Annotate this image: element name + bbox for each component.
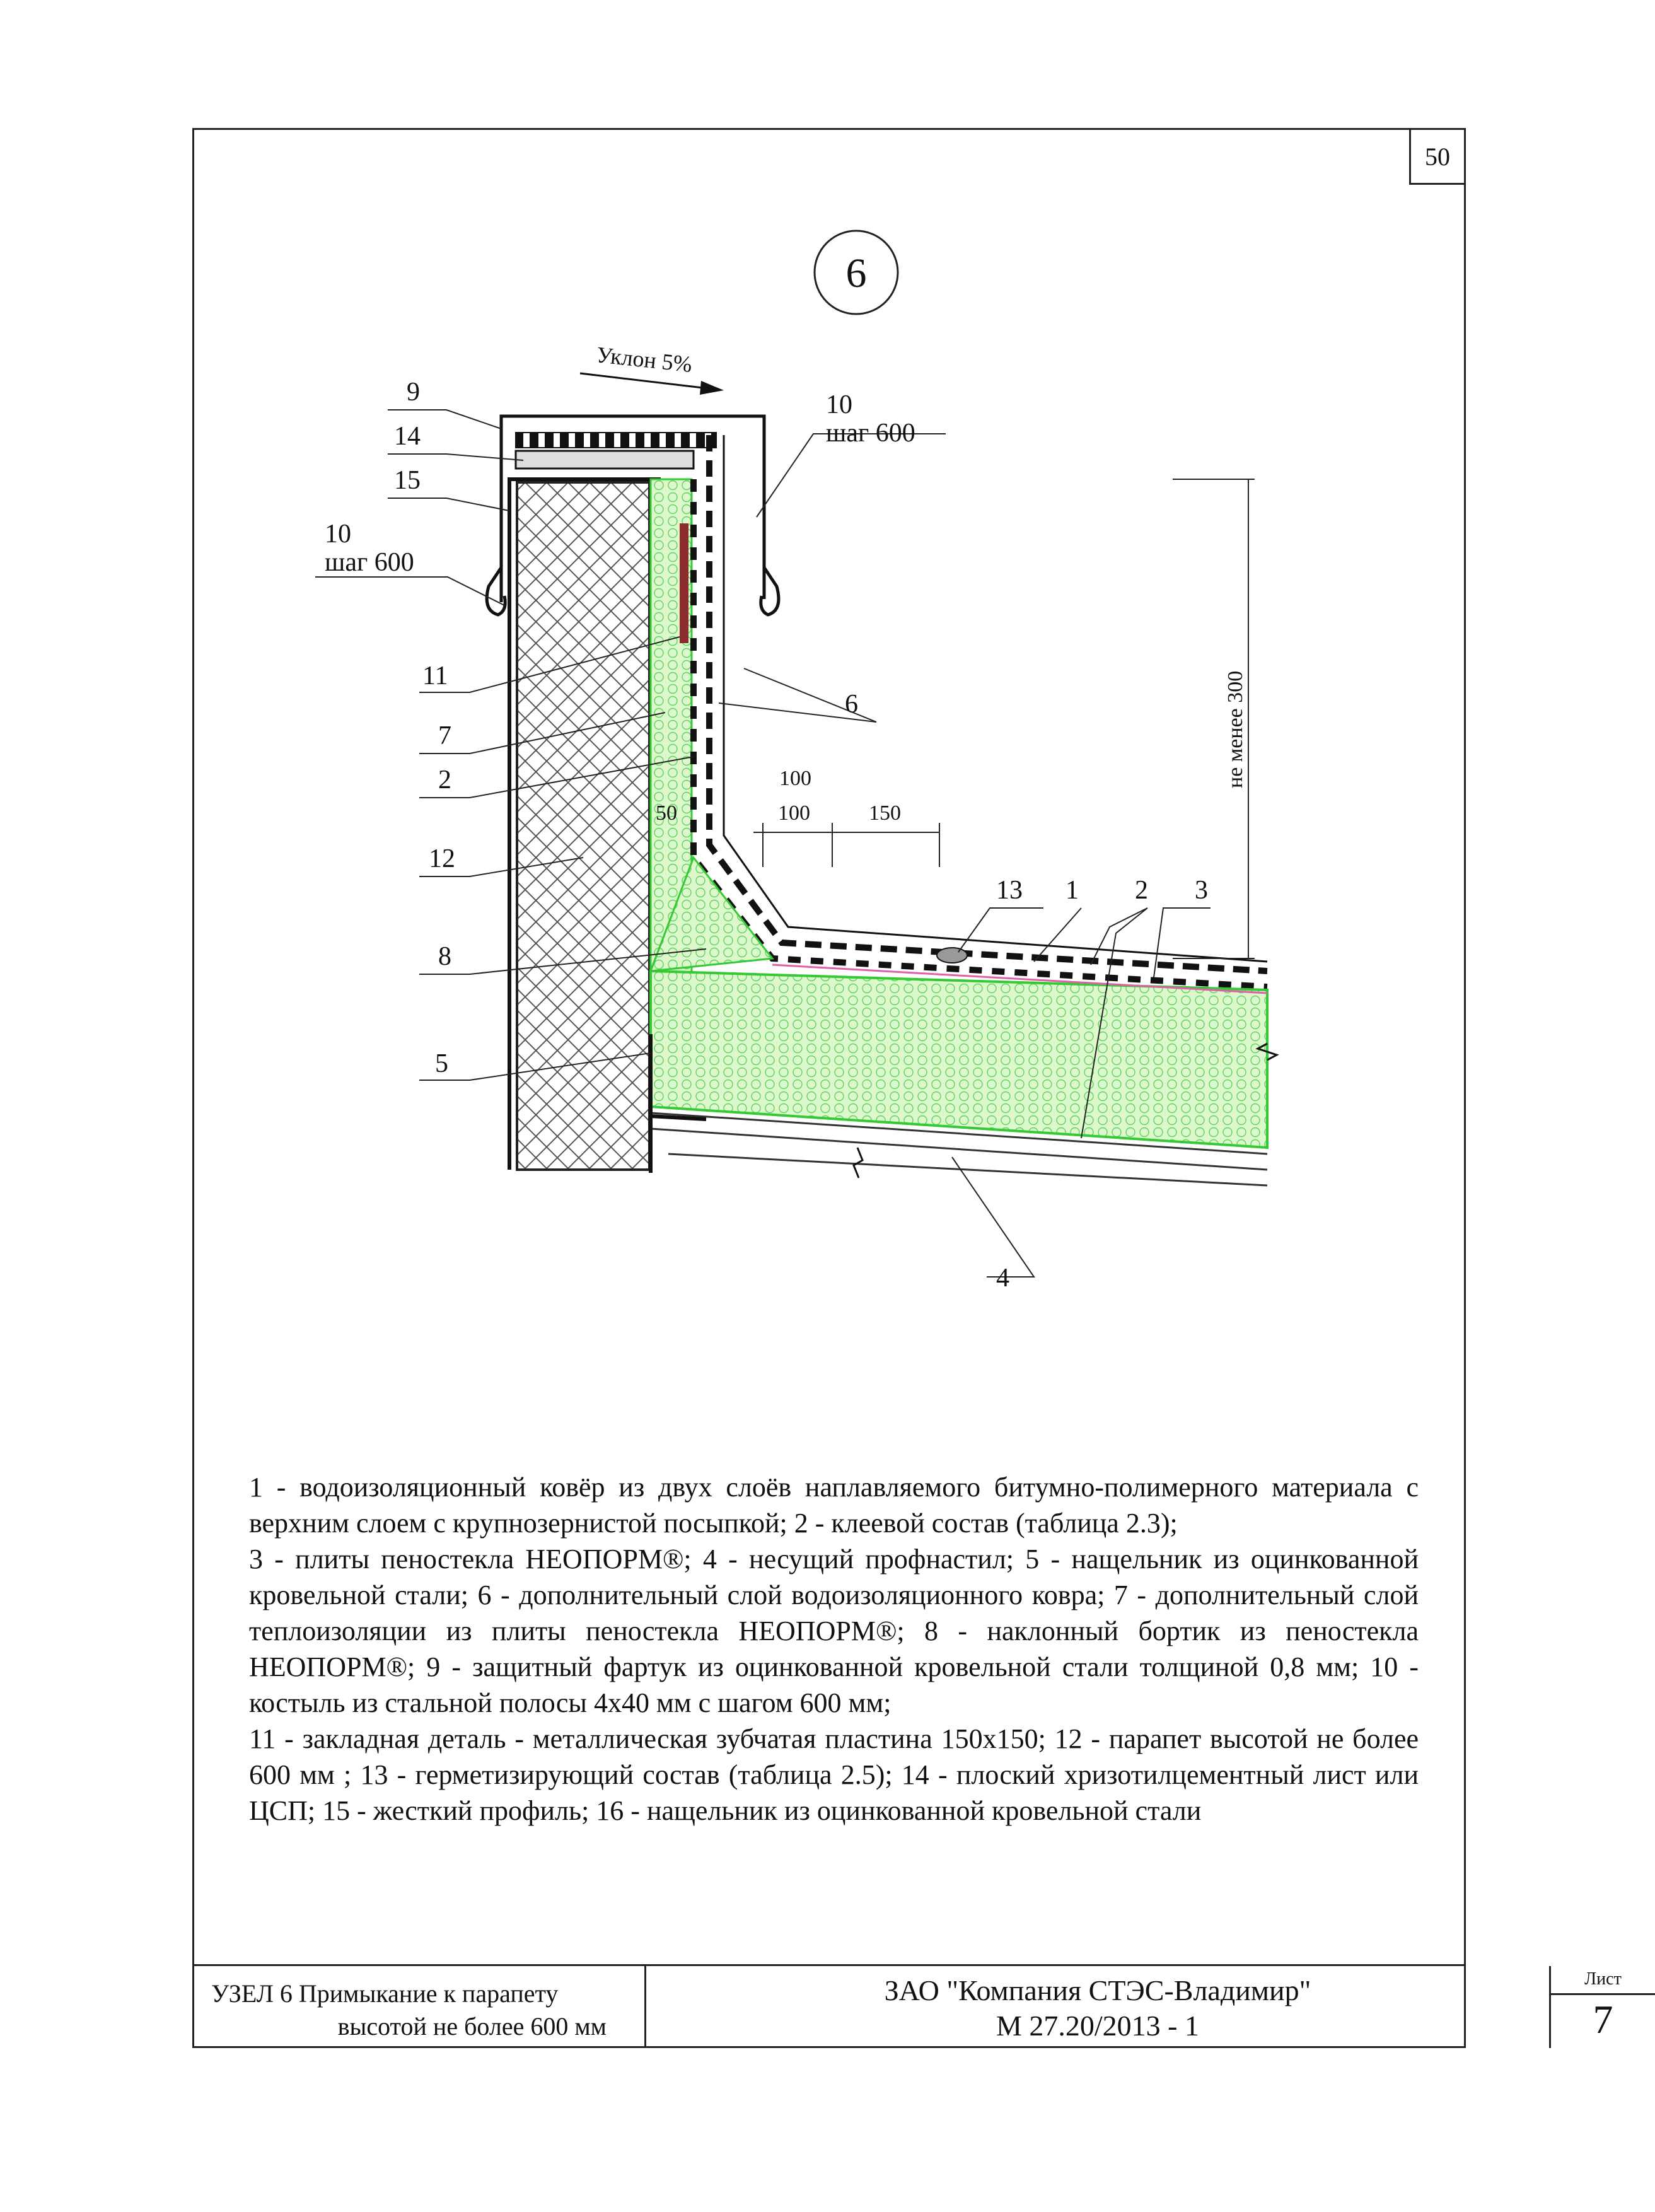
legend-item: 3 - плиты пеностекла НЕОПОРМ®; 4 - несущий профнастил; 5 - нащельник из оцинкованной кровельной стали; 6 - дополнительный слой водоизоляционного ковра; 7 - дополнительный слой теплоизоляции из плиты пеностекла НЕОПОРМ®; 8 - наклонный бортик из пеностекла НЕОПОРМ®; 9 - защитный фартук из оцинкованной кровельной стали толщиной 0,8 мм; 10 - костыль из стальной полосы 4х40 мм с шагом 600 мм; — [249, 1544, 1419, 1718]
membrane-vertical-inner — [694, 479, 1267, 987]
slope-arrowhead — [700, 381, 724, 395]
callout-10-right-step: шаг 600 — [826, 419, 915, 448]
dimension-min-height: не менее 300 — [1224, 670, 1247, 788]
parapet — [517, 482, 649, 1170]
deck-break — [854, 1148, 862, 1178]
sheet-number: 7 — [1593, 1997, 1613, 2042]
callout-6: 6 — [845, 690, 858, 719]
company-cell — [646, 1966, 1551, 2048]
callout-13: 13 — [996, 876, 1023, 905]
embedded-plate — [680, 523, 688, 643]
title-block — [192, 1964, 1622, 2048]
sheet-cell — [1551, 1966, 1655, 2048]
dimension-100-top: 100 — [779, 767, 811, 790]
membrane-outer-line — [724, 435, 1267, 962]
page-number: 50 — [1409, 128, 1466, 185]
dimension-150: 150 — [869, 801, 901, 825]
legend — [249, 1469, 1419, 1829]
callout-10-right: 10 — [826, 390, 852, 419]
callout-12: 12 — [429, 844, 455, 873]
slope-label: Уклон 5% — [595, 342, 694, 377]
callout-11: 11 — [422, 661, 448, 690]
callout-3: 3 — [1195, 876, 1208, 905]
callout-2-left: 2 — [438, 765, 451, 795]
membrane-vertical — [709, 435, 1267, 971]
callout-4: 4 — [996, 1264, 1009, 1293]
slope-arrow — [580, 373, 719, 390]
callout-7: 7 — [438, 721, 451, 750]
cement-sheet — [516, 451, 694, 469]
callout-14: 14 — [394, 422, 421, 451]
node-number: 6 — [845, 250, 867, 296]
callout-10-left-step: шаг 600 — [325, 548, 414, 577]
company-name: ЗАО "Компания СТЭС-Владимир" — [884, 1974, 1311, 2006]
legend-item: 1 - водоизоляционный ковёр из двух слоёв наплавляемого битумно-полимерного материала с верхним слоем с крупнозернистой посыпкой; 2 - клеевой состав (таблица 2.3); — [249, 1472, 1419, 1539]
foam-glass-slab — [651, 971, 1267, 1148]
title-cell — [192, 1966, 646, 2048]
document-code: М 27.20/2013 - 1 — [996, 2010, 1199, 2042]
dimension-50: 50 — [656, 801, 677, 825]
dimension-100: 100 — [778, 801, 810, 825]
callout-5: 5 — [435, 1049, 448, 1078]
callout-15: 15 — [394, 466, 421, 495]
title-line-1: УЗЕЛ 6 Примыкание к парапету — [211, 1979, 559, 2008]
top-membrane — [516, 433, 716, 448]
title-line-2: высотой не более 600 мм — [337, 2012, 607, 2040]
callout-9: 9 — [407, 378, 420, 407]
callout-8: 8 — [438, 942, 451, 971]
sealant — [937, 948, 967, 963]
sheet-label: Лист — [1551, 1969, 1655, 1995]
callout-2-right: 2 — [1135, 876, 1148, 905]
legend-item: 11 - закладная деталь - металлическая зубчатая пластина 150х150; 12 - парапет высотой не более 600 мм ; 13 - герметизирующий состав (таблица 2.5); 14 - плоский хризотилцементный лист или ЦСП; 15 - жесткий профиль; 16 - нащельник из оцинкованной кровельной стали — [249, 1723, 1419, 1826]
callout-10-left: 10 — [325, 520, 351, 549]
callout-1: 1 — [1066, 876, 1079, 905]
